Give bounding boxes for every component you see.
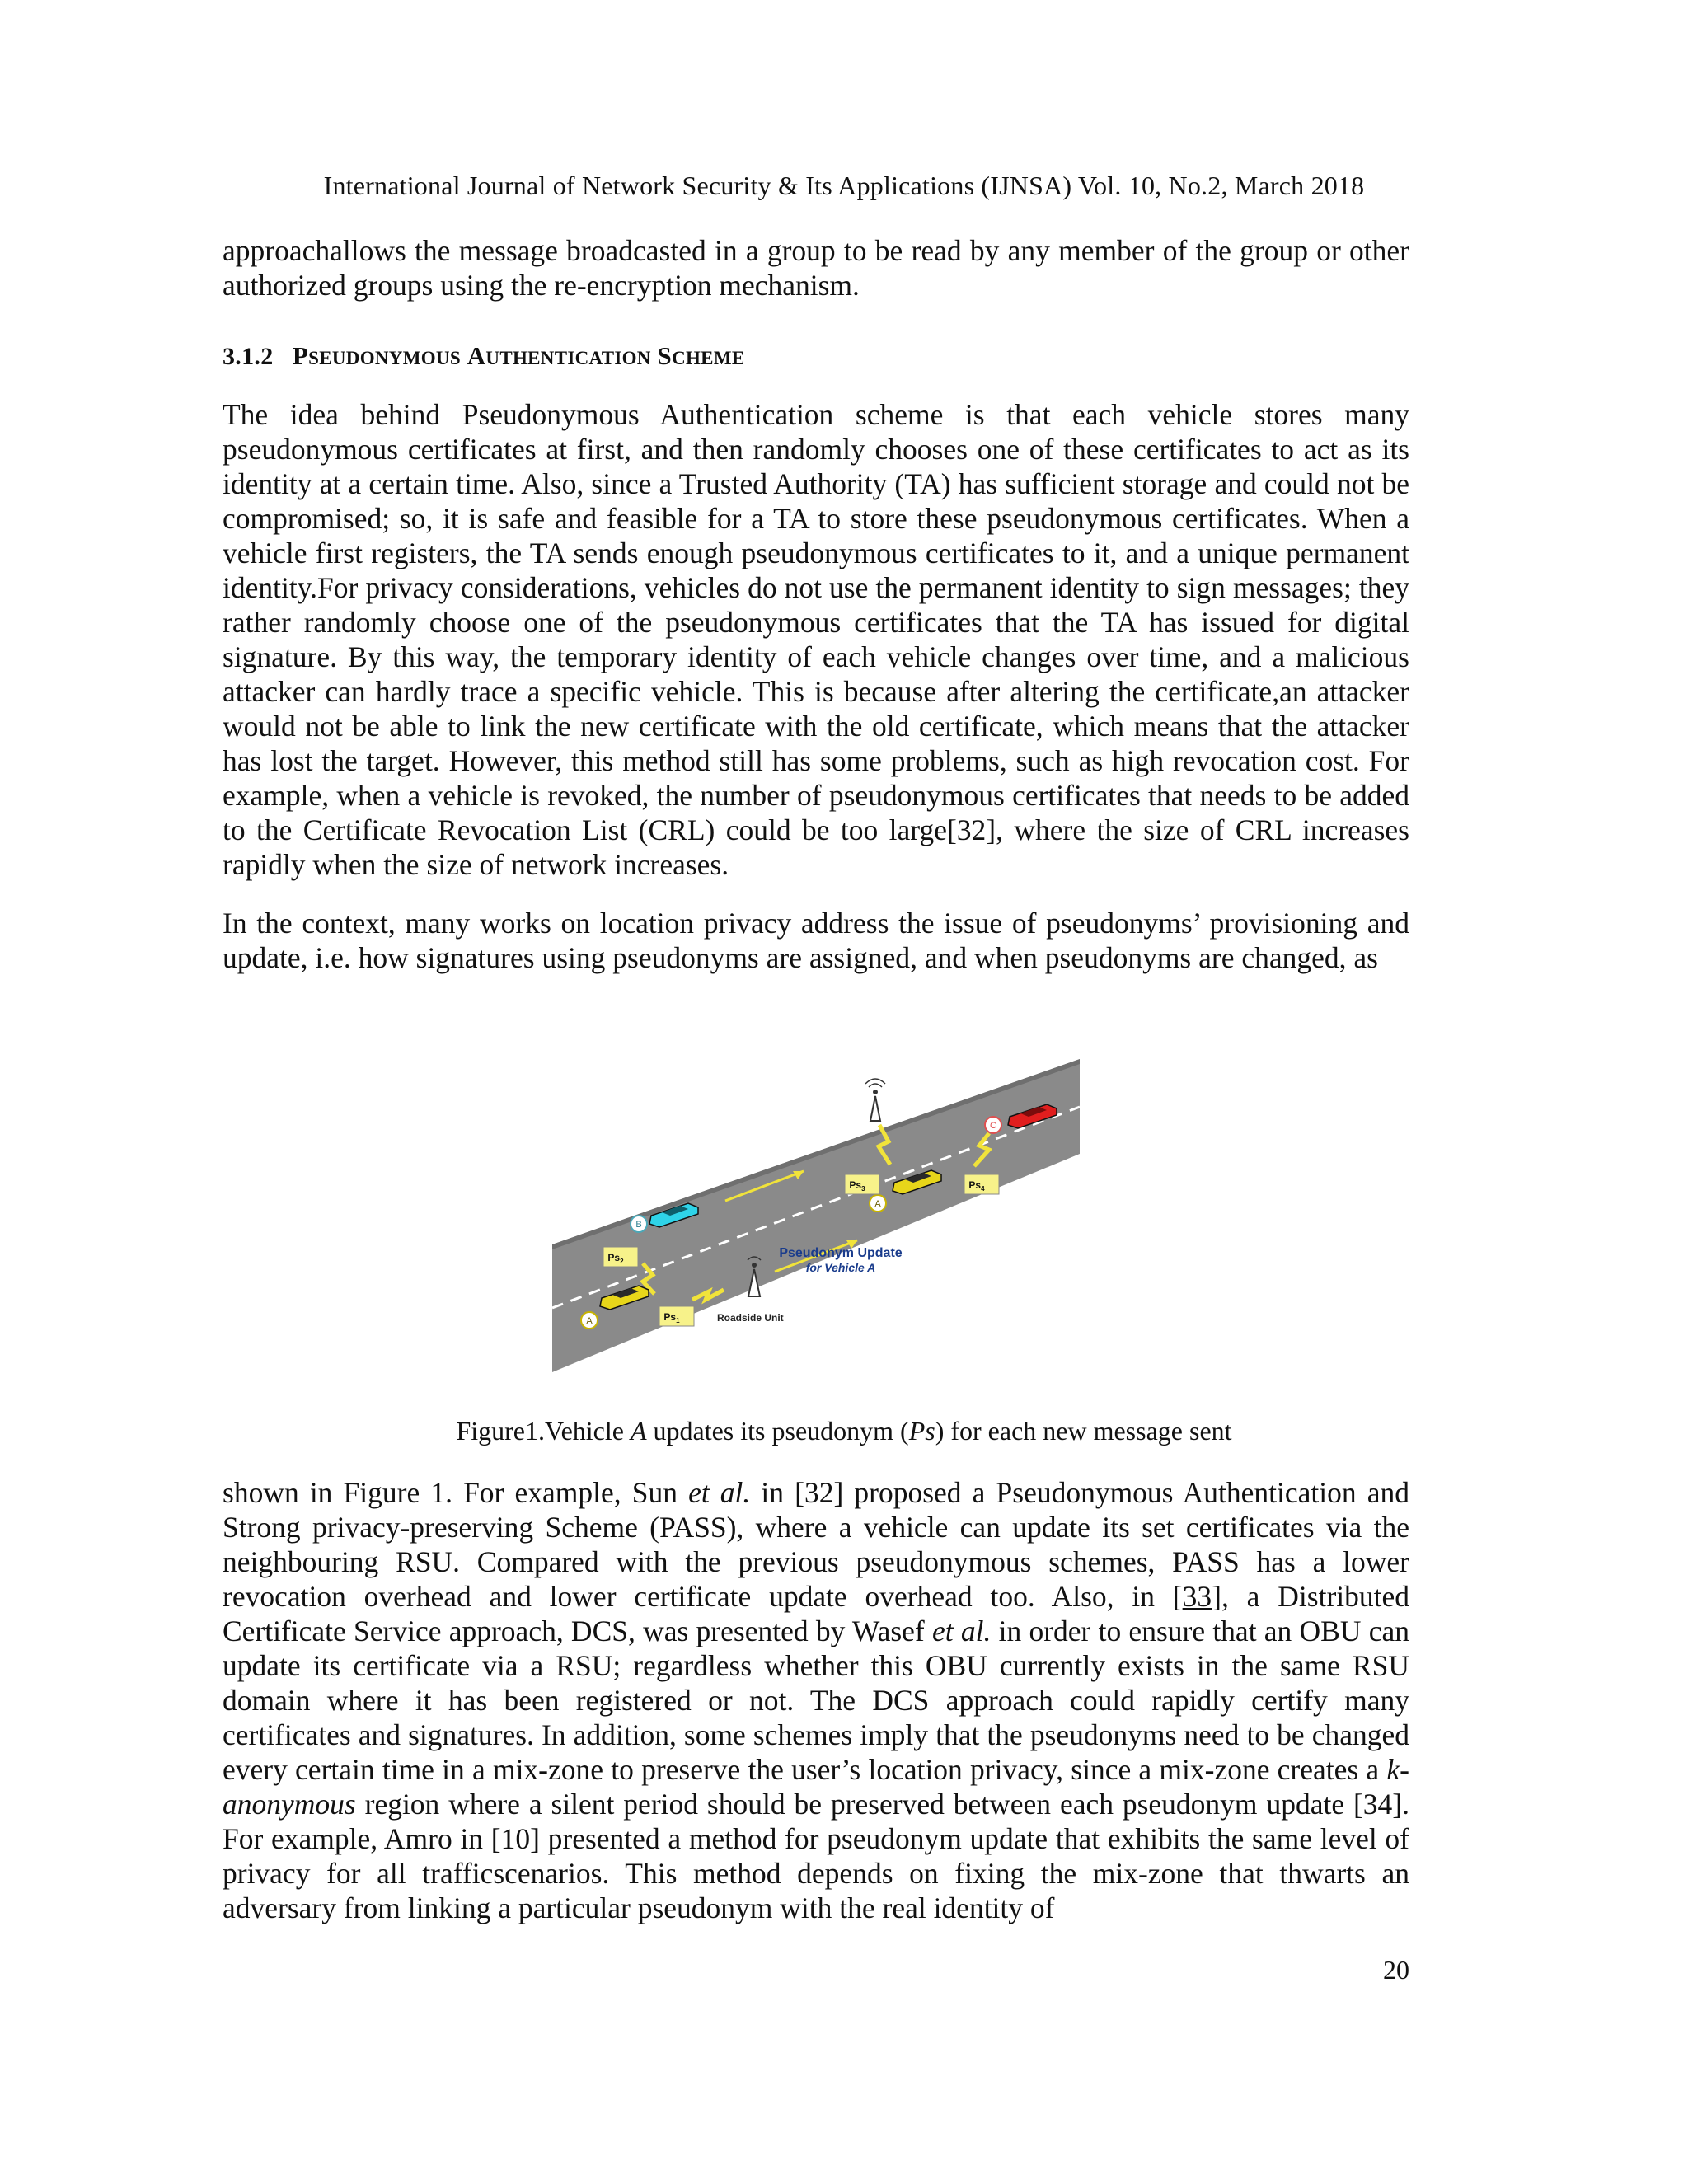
section-title-rest-3: CHEME [672, 348, 745, 368]
pseudonym-update-title: Pseudonym Update [779, 1246, 903, 1260]
vehicle-c-letter: C [990, 1121, 996, 1131]
intro-text: approachallows the message broadcasted in a group to be read by any member of the group or other authorized groups using the re-encryption mechanism. [223, 234, 1409, 302]
section-title-cap-3: S [657, 341, 673, 370]
vehicle-b-letter: B [635, 1220, 642, 1230]
ps2-label [603, 1247, 638, 1267]
paragraph-pseudonymous [223, 397, 1409, 882]
page-number: 20 [1383, 1955, 1409, 1985]
caption-prefix: Figure1.Vehicle [456, 1416, 631, 1446]
intro-paragraph [223, 233, 1409, 302]
vehicle-a-letter-center: A [874, 1199, 881, 1209]
svg-text:Ps2: $Ps_2$ [607, 1252, 624, 1265]
road [552, 1059, 1080, 1372]
caption-suffix: ) for each new message sent [935, 1416, 1232, 1446]
paragraph-context [223, 906, 1409, 975]
roadside-unit-label: Roadside Unit [717, 1312, 784, 1324]
paragraph-2-text: In the context, many works on location privacy address the issue of pseudonyms’ provisioning and update, i.e. how signatures using pseudonyms are assigned, and when pseudonyms are changed, as [223, 907, 1409, 974]
ps4-label [964, 1174, 999, 1194]
svg-text:Ps3: $Ps_3$ [849, 1179, 865, 1193]
svg-text:Ps1: $Ps_1$ [663, 1311, 680, 1324]
caption-vehicle: A [630, 1416, 647, 1446]
ps3-label [845, 1174, 879, 1194]
section-title-rest-1: SEUDONYMOUS [308, 348, 461, 368]
paragraph-1-text: The idea behind Pseudonymous Authentication scheme is that each vehicle stores many pseudonymous certificates at first, and then randomly chooses one of these certificates to act as its identity at a certain time. Also, since a Trusted Authority (TA) has sufficient storage and could not be compromised; so, it is safe and feasible for a TA to store these pseudonymous certificates. When a vehicle first registers, the TA sends enough pseudonymous certificates to it, and a unique permanent identity.For privacy considerations, vehicles do not use the permanent identity to sign messages; they rather randomly choose one of the pseudonymous certificates that the TA has issued for digital signature. By this way, the temporary identity of each vehicle changes over time, and a malicious attacker can hardly trace a specific vehicle. This is because after altering the certificate,an attacker would not be able to link the new certificate with the old certificate, which means that the attacker has lost the target. However, this method still has some problems, such as high revocation cost. For example, when a vehicle is revoked, the number of pseudonymous certificates that needs to be added to the Certificate Revocation List (CRL) could be too large[32], where the size of CRL increases rapidly when the size of network increases. [223, 398, 1409, 881]
section-number: 3.1.2 [223, 343, 274, 370]
caption-abbr: Ps [908, 1416, 935, 1446]
pseudonym-update-subtitle: for Vehicle A [805, 1261, 876, 1274]
section-title-rest-2: UTHENTICATION [485, 348, 651, 368]
svg-text:Ps4: $Ps_4$ [968, 1179, 985, 1193]
paragraph-figure-discussion [223, 1475, 1409, 1925]
lane-divider [552, 1107, 1080, 1308]
journal-header: International Journal of Network Security & Its Applications (IJNSA) Vol. 10, No.2, March 2018 [323, 171, 1365, 200]
paragraph-3-text: shown in Figure 1. For example, Sun et al. in [32] proposed a Pseudonymous Authentication and Strong privacy-preserving Scheme (PASS), where a vehicle can update its set certificates via the neighbouring RSU. Compared with the previous pseudonymous schemes, PASS has a lower revocation overhead and lower certificate update overhead too. Also, in [33], a Distributed Certificate Service approach, DCS, was presented by Wasef et al. in order to ensure that an OBU can update its certificate via a RSU; regardless whether this OBU currently exists in the same RSU domain where it has been registered or not. The DCS approach could rapidly certify many certificates and signatures. In addition, some schemes imply that the pseudonyms need to be changed every certain time in a mix-zone to preserve the user’s location privacy, since a mix-zone creates a k-anonymous region where a silent period should be preserved between each pseudonym update [34]. For example, Amro in [10] presented a method for pseudonym update that exhibits the same level of privacy for all trafficscenarios. This method depends on fixing the mix-zone that thwarts an adversary from linking a particular pseudonym with the real identity of [223, 1476, 1410, 1924]
caption-middle: updates its pseudonym ( [646, 1416, 909, 1446]
section-title-cap-1: P [292, 341, 309, 370]
section-title-cap-2: A [467, 341, 486, 370]
vehicle-a-letter-left: A [586, 1316, 593, 1326]
reference-33-link[interactable]: 33 [1182, 1580, 1212, 1613]
ps1-label [659, 1306, 694, 1326]
rsu-tower-top [865, 1079, 885, 1121]
section-heading [223, 341, 744, 371]
figure-caption [0, 1416, 1688, 1446]
pseudonym-update-figure [552, 1059, 1080, 1372]
